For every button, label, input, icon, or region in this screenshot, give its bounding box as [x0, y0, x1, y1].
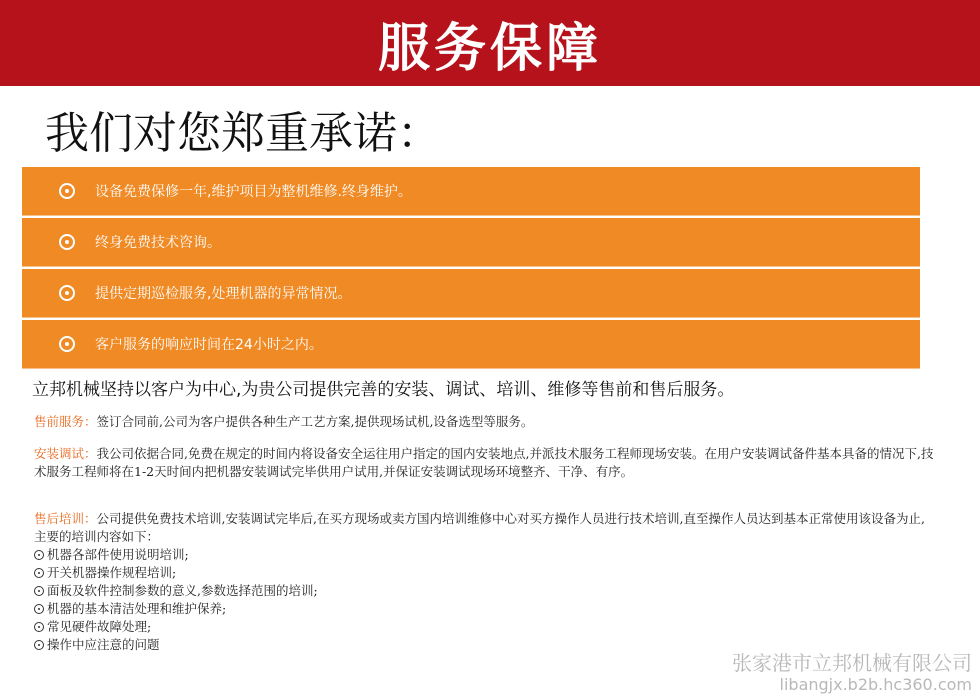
training-label: 售后培训：: [34, 511, 97, 526]
installation-section: [34, 445, 934, 481]
watermark-url: libangjx.b2b.hc360.com: [779, 675, 972, 694]
promise-list: [22, 167, 920, 371]
promise-text: 设备免费保修一年,维护项目为整机维修.终身维护。: [95, 184, 412, 200]
presale-label: 售前服务：: [34, 414, 97, 429]
intro-statement: 立邦机械坚持以客户为中心,为贵公司提供完善的安装、调试、培训、维修等售前和售后服务。: [32, 380, 735, 400]
training-item: [34, 546, 934, 564]
training-item-text: 操作中应注意的问题: [47, 637, 160, 652]
training-section: [34, 510, 934, 654]
circle-bullet-icon: [34, 604, 44, 614]
circle-bullet-icon: [59, 336, 75, 352]
training-text: 公司提供免费技术培训,安装调试完毕后,在买方现场或卖方国内培训维修中心对买方操作人员进行技术培训,直至操作人员达到基本正常使用该设备为止,主要的培训内容如下：: [34, 511, 925, 544]
banner-title: 服务保障: [377, 17, 602, 79]
training-item: [34, 618, 934, 636]
circle-bullet-icon: [59, 285, 75, 301]
promise-heading: 我们对您郑重承诺：: [45, 108, 441, 159]
header-banner: [0, 0, 980, 86]
training-item-text: 开关机器操作规程培训;: [47, 565, 177, 580]
installation-label: 安装调试：: [34, 446, 97, 461]
promise-text: 终身免费技术咨询。: [95, 235, 221, 251]
promise-item: [22, 218, 920, 267]
watermark: [732, 652, 972, 696]
training-item: [34, 564, 934, 582]
presale-text: 签订合同前,公司为客户提供各种生产工艺方案,提供现场试机,设备选型等服务。: [96, 414, 534, 429]
training-item-text: 面板及软件控制参数的意义,参数选择范围的培训;: [47, 583, 318, 598]
training-list: [34, 546, 934, 654]
training-item-text: 机器各部件使用说明培训;: [47, 547, 189, 562]
training-item-text: 机器的基本清洁处理和维护保养;: [47, 601, 227, 616]
circle-bullet-icon: [34, 586, 44, 596]
circle-bullet-icon: [34, 568, 44, 578]
circle-bullet-icon: [34, 640, 44, 650]
promise-item: [22, 269, 920, 318]
circle-bullet-icon: [34, 550, 44, 560]
circle-bullet-icon: [59, 234, 75, 250]
installation-text: 我公司依据合同,免费在规定的时间内将设备安全运往用户指定的国内安装地点,并派技术服务工程师现场安装。在用户安装调试备件基本具备的情况下,技术服务工程师将在1-2天时间内把机器安装调试完毕供用户试用,并保证安装调试现场环境整齐、干净、有序。: [34, 446, 934, 479]
promise-item: [22, 320, 920, 369]
promise-item: [22, 167, 920, 216]
circle-bullet-icon: [34, 622, 44, 632]
circle-bullet-icon: [59, 183, 75, 199]
watermark-company: 张家港市立邦机械有限公司: [732, 651, 972, 675]
presale-section: [34, 413, 934, 431]
training-item-text: 常见硬件故障处理;: [47, 619, 152, 634]
promise-text: 提供定期巡检服务,处理机器的异常情况。: [95, 286, 352, 302]
training-item: [34, 582, 934, 600]
promise-text: 客户服务的响应时间在24小时之内。: [95, 337, 323, 353]
training-item: [34, 600, 934, 618]
